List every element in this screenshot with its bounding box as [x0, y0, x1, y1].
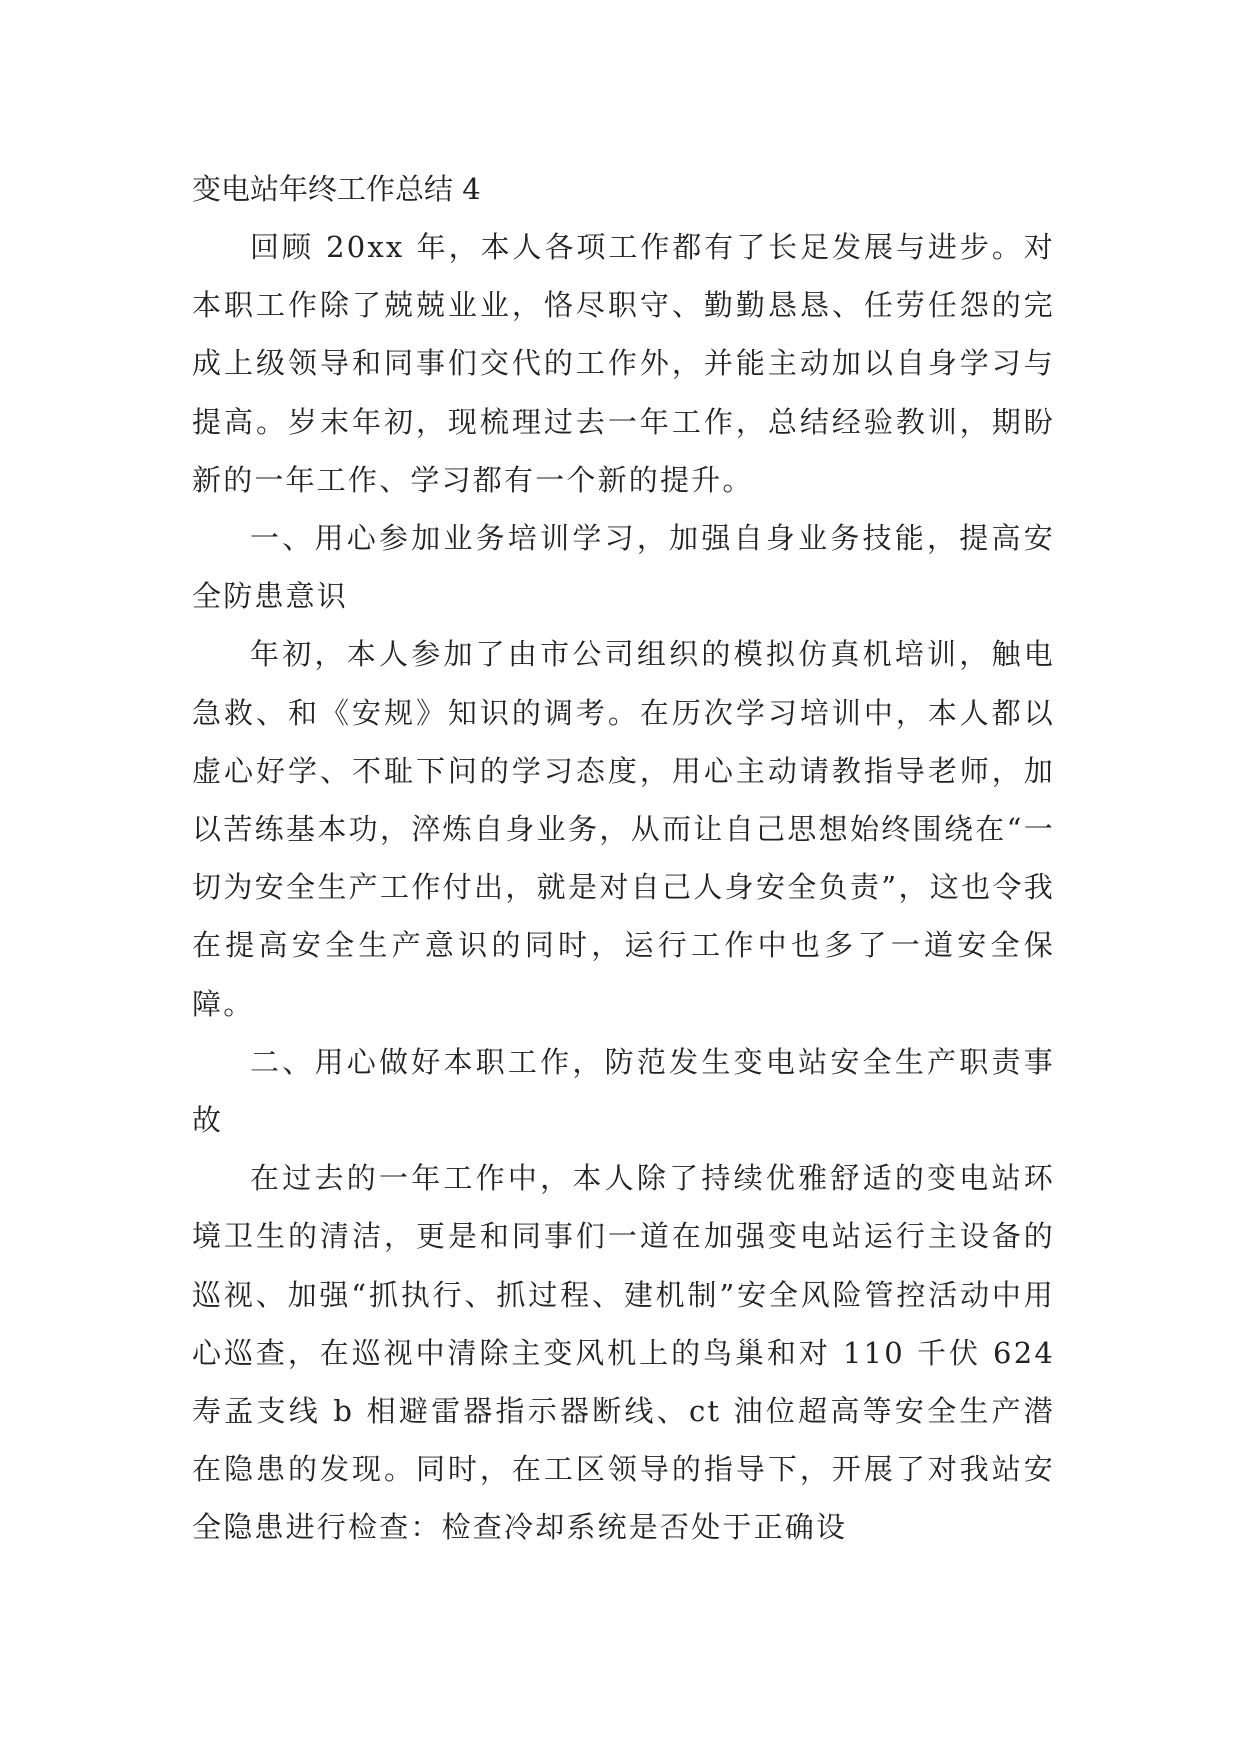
- paragraph-training: 年初，本人参加了由市公司组织的模拟仿真机培训，触电急救、和《安规》知识的调考。在历次学习培训中，本人都以虚心好学、不耻下问的学习态度，用心主动请教指导老师，加以苦练基本功，淬炼自身业务，从而让自己思想始终围绕在“一切为安全生产工作付出，就是对自己人身安全负责”，这也令我在提高安全生产意识的同时，运行工作中也多了一道安全保障。: [192, 637, 1055, 1021]
- document-title: 变电站年终工作总结 4: [192, 172, 481, 206]
- section-heading-duty: 二、用心做好本职工作，防范发生变电站安全生产职责事故: [192, 1044, 1055, 1138]
- document-body: [192, 218, 1055, 1557]
- section-heading-training: 一、用心参加业务培训学习，加强自身业务技能，提高安全防患意识: [192, 521, 1055, 614]
- paragraph-duty: 在过去的一年工作中，本人除了持续优雅舒适的变电站环境卫生的清洁，更是和同事们一道在加强变电站运行主设备的巡视、加强“抓执行、抓过程、建机制”安全风险管控活动中用心巡查，在巡视中清除主变风机上的鸟巢和对 110 千伏 624 寿孟支线 b 相避雷器指示器断线、ct 油位超高等安全生产潜在隐患的发现。同时，在工区领导的指导下，开展了对我站安全隐患进行检查：检查冷却系统是否处于正确设: [192, 1161, 1055, 1545]
- paragraph-review: 回顾 20xx 年，本人各项工作都有了长足发展与进步。对本职工作除了兢兢业业，恪尽职守、勤勤恳恳、任劳任怨的完成上级领导和同事们交代的工作外，并能主动加以自身学习与提高。岁末年初，现梳理过去一年工作，总结经验教训，期盼新的一年工作、学习都有一个新的提升。: [192, 230, 1055, 497]
